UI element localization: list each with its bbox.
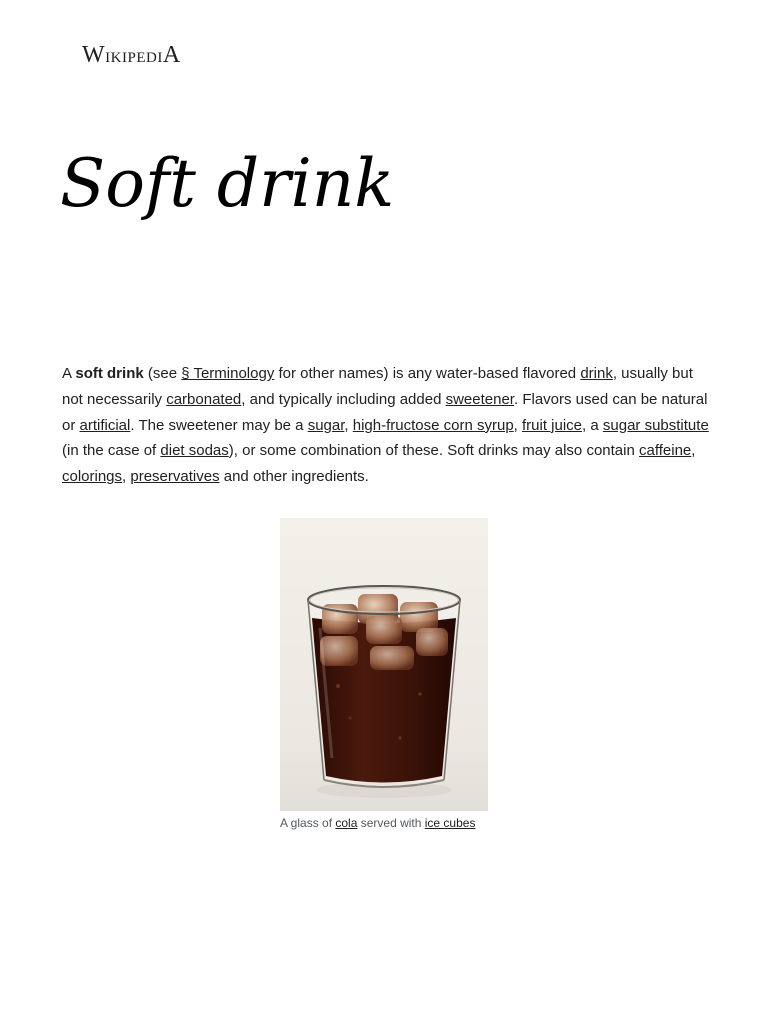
text: , usually but not necessarily [62,365,693,408]
link-caffeine[interactable]: caffeine [638,442,692,460]
text: , [122,468,131,486]
wikipedia-logo[interactable] [82,42,181,69]
link-cola[interactable]: cola [335,816,358,830]
text: . Flavors used can be natural or [62,390,708,434]
text: A [62,365,76,382]
cola-glass-image[interactable] [280,518,488,811]
logo-letter-a: A [162,42,181,68]
text: and other ingredients. [219,468,369,486]
link-sweetener[interactable]: sweetener [445,390,514,408]
logo-letters-middle: ikipedi [105,43,163,67]
article-figure [280,518,488,830]
caption-text: A glass of [280,816,336,830]
caption-text: served with [357,816,425,830]
link-artificial[interactable]: artificial [79,416,131,434]
link-carbonated[interactable]: carbonated [166,390,242,408]
link-colorings[interactable]: colorings [62,468,123,486]
page-title: Soft drink [60,145,395,222]
logo-letter-w: W [82,42,106,68]
link-diet-sodas[interactable]: diet sodas [160,442,229,460]
link-terminology[interactable]: § Terminology [181,365,275,382]
text: , a [582,416,603,434]
link-preservatives[interactable]: preservatives [130,468,220,486]
lead-paragraph [62,361,712,490]
link-ice-cubes[interactable]: ice cubes [424,816,476,830]
text: (see [143,365,182,382]
link-fruit-juice[interactable]: fruit juice [522,416,583,434]
text: , [344,416,353,434]
text: for other names) is any water-based flavored [274,365,581,382]
link-drink[interactable]: drink [580,365,613,382]
text: (in the case of [62,442,161,460]
link-sugar-substitute[interactable]: sugar substitute [602,416,709,434]
text: , and typically including added [241,390,446,408]
text: , [513,416,522,434]
text: , [691,442,696,460]
link-high-fructose-corn-syrup[interactable]: high-fructose corn syrup [352,416,514,434]
link-sugar[interactable]: sugar [307,416,345,434]
figure-caption [280,816,488,830]
text: . The sweetener may be a [130,416,308,434]
bold-term: soft drink [75,365,144,382]
text: ), or some combination of these. Soft drinks may also contain [228,442,639,460]
